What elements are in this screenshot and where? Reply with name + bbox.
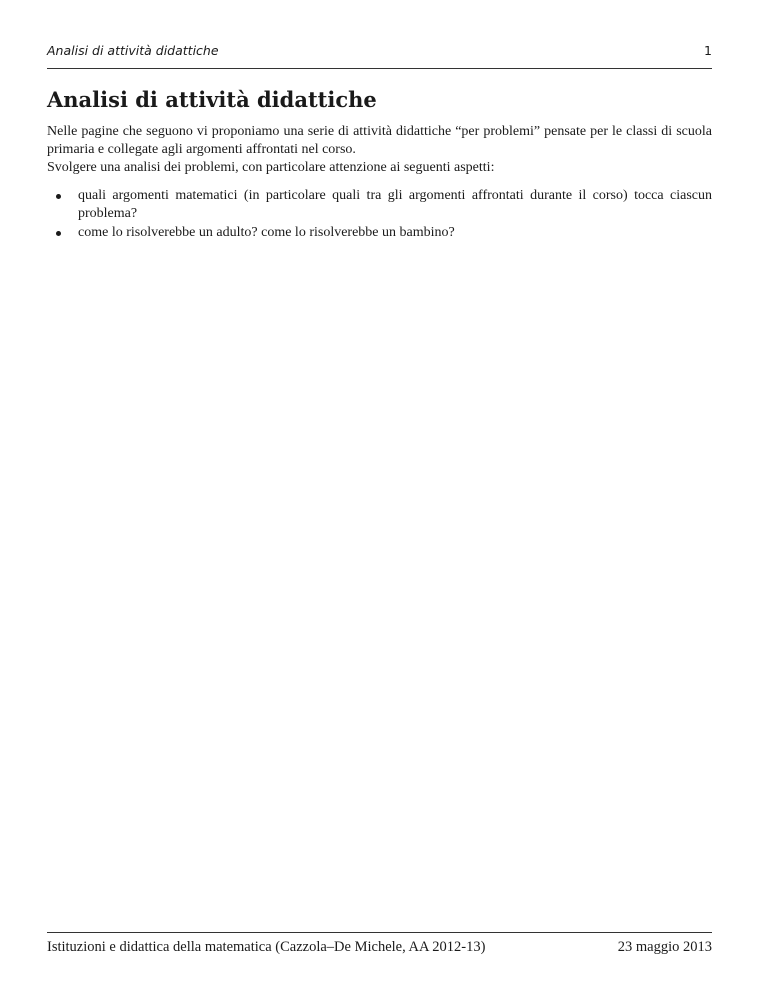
header-rule xyxy=(47,68,712,69)
list-item-text: quali argomenti matematici (in particolare quali tra gli argomenti affrontati durante il corso) tocca ciascun problema? xyxy=(78,188,712,221)
bullet-icon xyxy=(56,231,61,236)
aspects-list xyxy=(47,187,712,242)
body-text xyxy=(47,123,712,243)
list-item xyxy=(78,224,712,242)
running-header xyxy=(47,42,712,60)
list-item-text: come lo risolverebbe un adulto? come lo risolverebbe un bambino? xyxy=(78,225,455,240)
intro-paragraph: Nelle pagine che seguono vi proponiamo una serie di attività didattiche “per problemi” pensate per le classi di scuola primaria e collegate agli argomenti affrontati nel corso. xyxy=(47,124,712,157)
list-item xyxy=(78,187,712,223)
page-number: 1 xyxy=(704,43,712,58)
footer-date: 23 maggio 2013 xyxy=(617,939,712,955)
bullet-icon xyxy=(56,194,61,199)
footer-course: Istituzioni e didattica della matematica (Cazzola–De Michele, AA 2012-13) xyxy=(47,939,486,955)
running-title: Analisi di attività didattiche xyxy=(47,43,219,58)
page-footer xyxy=(47,937,712,957)
footer-rule xyxy=(47,932,712,933)
instruction-paragraph: Svolgere una analisi dei problemi, con particolare attenzione ai seguenti aspetti: xyxy=(47,160,495,175)
section-title: Analisi di attività didattiche xyxy=(47,87,377,112)
